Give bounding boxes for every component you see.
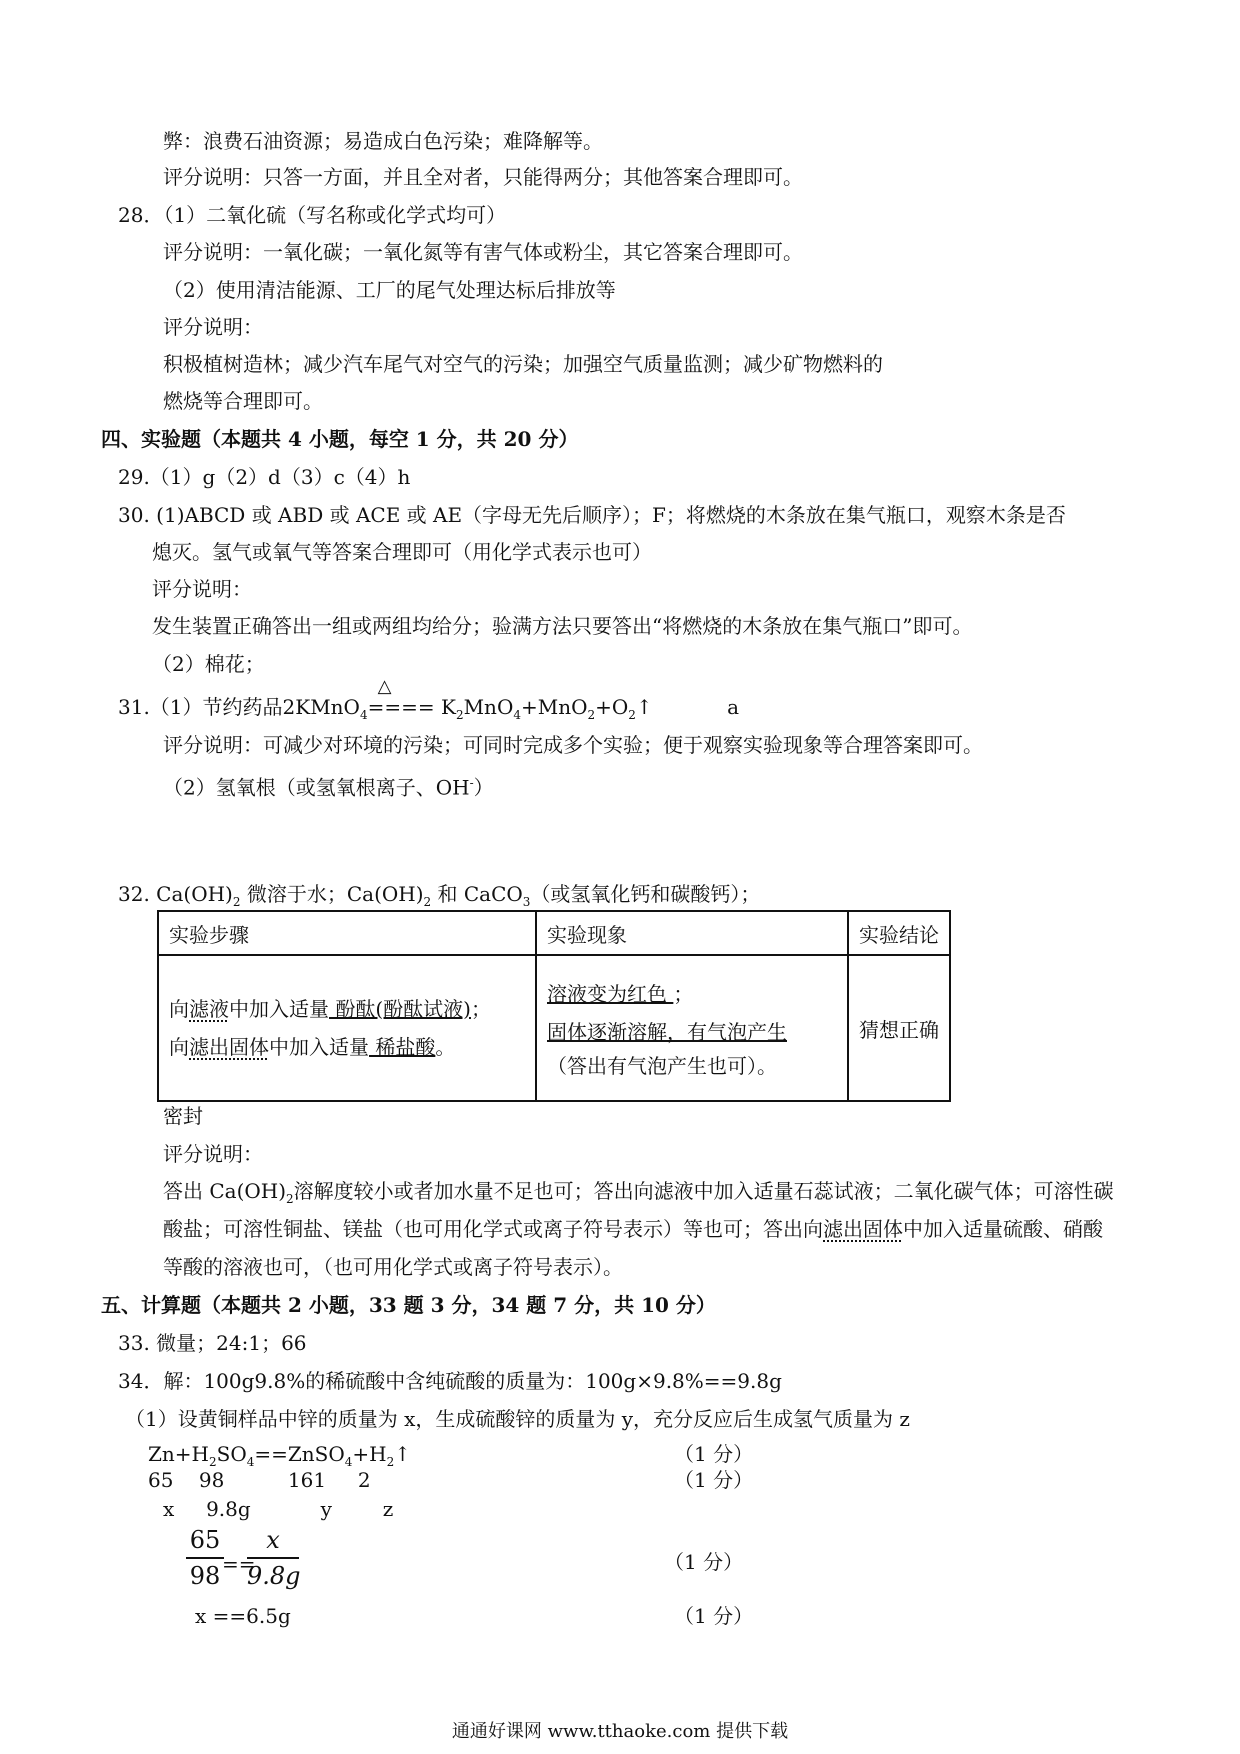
text-span: 酸盐；可溶性铜盐、镁盐（也可用化学式或离子符号表示）等也可；答出向	[163, 1217, 823, 1241]
text-line: 28．（1）二氧化硫（写名称或化学式均可）	[118, 203, 507, 227]
page-footer: 通通好课网 www.tthaoke.com 提供下载	[451, 1721, 789, 1742]
text-line: 30. (1)ABCD 或 ABD 或 ACE 或 AE（字母无先后顺序）；F；将燃烧的木条放在集气瓶口，观察木条是否	[118, 503, 1066, 527]
text-line: x ==6.5g	[195, 1604, 291, 1628]
table-header: 实验结论	[848, 911, 950, 955]
mass-row: 65 98 161 2	[148, 1468, 371, 1492]
step-line	[169, 1028, 525, 1066]
text-span: 32. Ca(OH)	[118, 882, 233, 906]
experiment-table	[157, 910, 951, 1102]
text-span: （或氢氧化钙和碳酸钙）；	[530, 882, 761, 906]
table-cell-steps	[158, 955, 536, 1101]
text-line: 燃烧等合理即可。	[163, 389, 323, 413]
section-heading: 五、计算题（本题共 2 小题，33 题 3 分，34 题 7 分，共 10 分）	[101, 1293, 716, 1317]
fraction-numerator: 65	[189, 1526, 221, 1554]
table-header-row	[158, 911, 950, 955]
text-line: （2）棉花；	[152, 652, 265, 676]
text-line: （1）设黄铜样品中锌的质量为 x，生成硫酸锌的质量为 y，充分反应后生成氢气质量为 z	[125, 1407, 910, 1431]
fraction	[247, 1525, 299, 1591]
section-heading: 四、实验题（本题共 4 小题，每空 1 分，共 20 分）	[101, 427, 579, 451]
text-line: 评分说明：一氧化碳；一氧化氮等有害气体或粉尘，其它答案合理即可。	[163, 240, 803, 264]
fraction-numerator: x	[266, 1526, 280, 1554]
fraction	[186, 1525, 224, 1591]
fraction-denominator: 98	[189, 1562, 221, 1590]
text-span: 。	[435, 1035, 456, 1059]
text-span: （2）氢氧根（或氢氧根离子、OH	[163, 775, 470, 800]
text-span: 中加入适量	[269, 1035, 369, 1059]
text-line: 评分说明：可减少对环境的污染；可同时完成多个实验；便于观察实验现象等合理答案即可。	[163, 733, 983, 757]
fraction-bar	[247, 1557, 299, 1559]
observation-line	[547, 975, 837, 1013]
text-line: 33. 微量；24:1；66	[118, 1331, 307, 1355]
text-span: 中加入适量硫酸、硝酸	[903, 1217, 1103, 1241]
question-31-line: 31.（1）节约药品2KMnO$_4$ △ ==== $K_2MnO_4+MnO_2+O_2↑$ a	[118, 693, 739, 729]
answer-text: 酚酞(酚酞试液)	[329, 997, 471, 1021]
text-span: +H	[352, 1442, 387, 1466]
text-line: 密封	[163, 1104, 203, 1128]
text-span: Zn+H	[148, 1442, 209, 1466]
table-cell-conclusion: 猜想正确	[848, 955, 950, 1101]
text-span: ）	[473, 775, 494, 800]
text-line	[163, 1215, 1103, 1243]
text-span: 中加入适量	[229, 997, 329, 1021]
heat-symbol: △	[377, 676, 392, 697]
table-cell-observations	[536, 955, 848, 1101]
text-span: ；	[673, 982, 694, 1006]
text-span: 微溶于水；Ca(OH)	[240, 882, 424, 906]
answer-text: 稀盐酸	[369, 1035, 436, 1059]
fraction-bar	[186, 1557, 224, 1559]
text-span: 31.（1）节约药品	[118, 695, 283, 719]
step-line	[169, 990, 525, 1028]
answer-text: 溶液变为红色	[547, 982, 674, 1006]
score-label: （1 分）	[674, 1468, 754, 1492]
text-span: 和 CaCO	[431, 882, 523, 906]
equals-sign: ==	[222, 1552, 256, 1576]
answer-text: 固体逐渐溶解，有气泡产生	[547, 1020, 787, 1044]
observation-line: （答出有气泡产生也可）。	[547, 1054, 777, 1078]
text-line: 评分说明：	[163, 1142, 263, 1166]
fraction-denominator: 9.8g	[247, 1562, 301, 1590]
observation-line	[547, 1013, 837, 1051]
equation-reactant: 2KMnO	[282, 695, 360, 719]
variable-row: x 9.8g y z	[163, 1497, 394, 1521]
text-span: SO	[216, 1442, 247, 1466]
text-line: 积极植树造林；减少汽车尾气对空气的污染；加强空气质量监测；减少矿物燃料的	[163, 352, 883, 376]
text-line: 29.（1）g（2）d（3）c（4）h	[118, 465, 411, 489]
text-span: 答出 Ca(OH)	[163, 1179, 287, 1203]
text-span: ==ZnSO	[254, 1442, 345, 1466]
text-line: 等酸的溶液也可，（也可用化学式或离子符号表示）。	[163, 1255, 623, 1279]
text-line: 发生装置正确答出一组或两组均给分；验满方法只要答出“将燃烧的木条放在集气瓶口”即可。	[152, 614, 973, 638]
equation-product: K	[440, 695, 456, 719]
score-label: （1 分）	[674, 1604, 754, 1628]
text-span: ；	[470, 997, 491, 1021]
text-line: 评分说明：	[163, 315, 263, 339]
text-span: 溶解度较小或者加水量不足也可；答出向滤液中加入适量石蕊试液；二氧化碳气体；可溶性碳	[293, 1179, 1114, 1203]
text-line: 34．解：100g9.8%的稀硫酸中含纯硫酸的质量为：100g×9.8%==9.8g	[118, 1369, 782, 1393]
equation-arrow	[367, 676, 435, 721]
text-line: 评分说明：	[152, 577, 252, 601]
text-line: 评分说明：只答一方面，并且全对者，只能得两分；其他答案合理即可。	[163, 165, 803, 189]
table-header: 实验现象	[536, 911, 848, 955]
text-line: 熄灭。氢气或氧气等答案合理即可（用化学式表示也可）	[152, 540, 652, 564]
text-line: 答出 $Ca(OH)_2$溶解度较小或者加水量不足也可；答出向滤液中加入适量石蕊试液；二氧化碳气体；可溶性碳	[163, 1179, 1114, 1206]
table-header: 实验步骤	[158, 911, 536, 955]
text-span: 向	[169, 997, 189, 1021]
emphasis-text: 滤出固体	[823, 1217, 903, 1241]
equation-line: $Zn+H_2SO_4==ZnSO_4+H_2↑$	[148, 1442, 412, 1469]
score-label: （1 分）	[664, 1550, 744, 1574]
text-span: 向	[169, 1035, 189, 1059]
text-line: （2）使用清洁能源、工厂的尾气处理达标后排放等	[163, 278, 616, 302]
score-label: （1 分）	[674, 1442, 754, 1466]
question-32-line: 32. $Ca(OH)_2$ 微溶于水；$Ca(OH)_2$ 和 CaCO$_3$（或氢氧化钙和碳酸钙）；	[118, 882, 761, 909]
text-line: 弊：浪费石油资源；易造成白色污染；难降解等。	[163, 129, 603, 153]
text-span: ↑	[394, 1442, 412, 1466]
emphasis-text: 滤液	[189, 997, 229, 1021]
question-31-2-line: （2）氢氧根（或氢氧根离子、OH-）	[163, 775, 494, 800]
answer-a: a	[727, 695, 739, 719]
table-row	[158, 955, 950, 1101]
emphasis-text: 滤出固体	[189, 1035, 269, 1059]
equation-sign: ====	[367, 695, 435, 719]
